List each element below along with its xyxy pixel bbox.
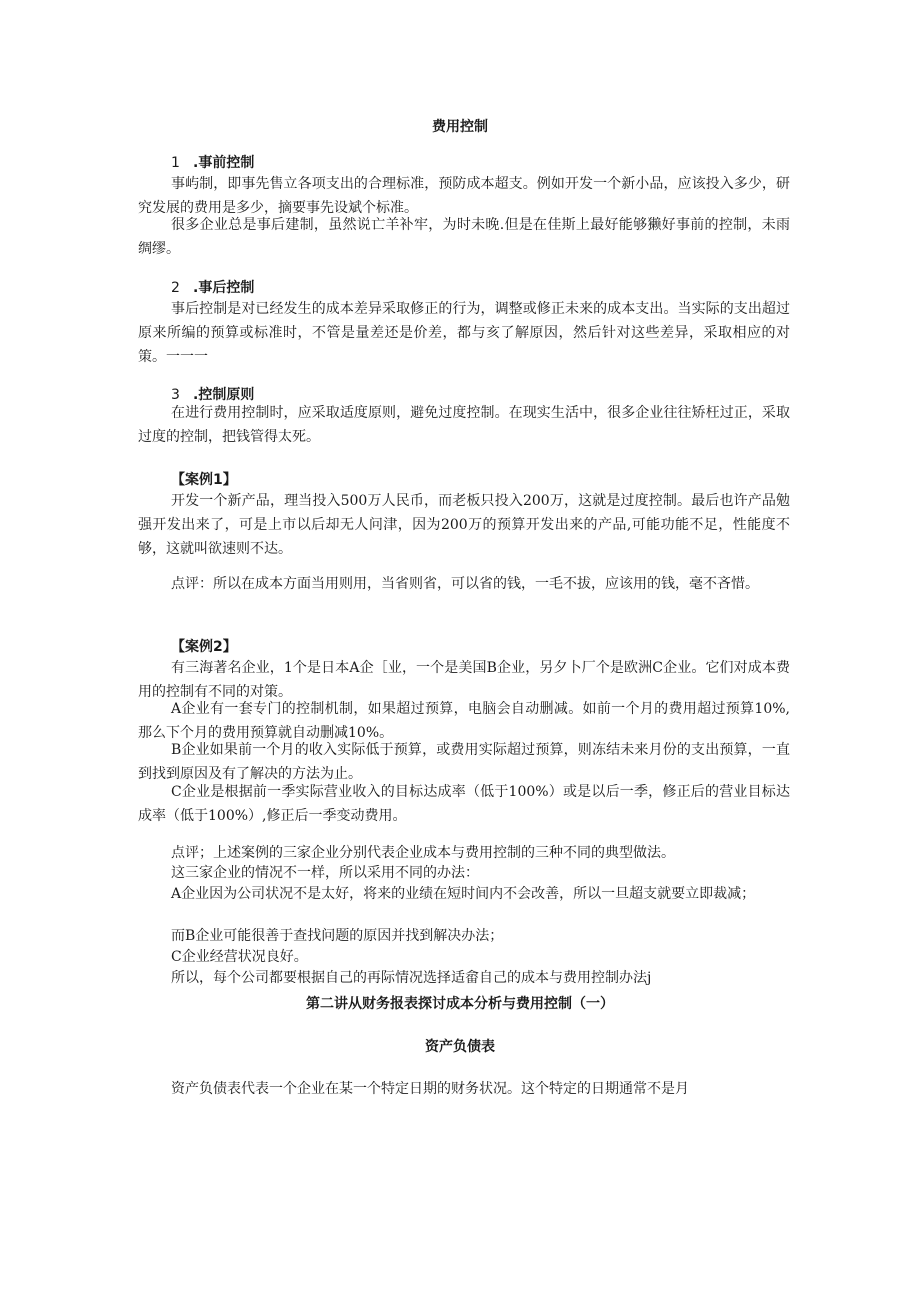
section-heading-1 [171, 152, 254, 172]
paragraph: 很多企业总是事后建制，虽然说亡羊补牢，为时未晚.但是在佳斯上最好能够獭好事前的控制，未雨绸缪。 [138, 217, 790, 257]
section-title-balance-sheet: 资产负债表 [425, 1039, 495, 1055]
paragraph: 资产负债表代表一个企业在某一个特定日期的财务状况。这个特定的日期通常不是月 [171, 1081, 689, 1097]
paragraph: C企业经营状况良好。 [171, 949, 308, 965]
paragraph: C企业是根据前一季实际营业收入的目标达成率（低于100%）或是以后一季，修正后的营业目标达成率（低于100%）,修正后一季变动费用。 [138, 784, 790, 824]
section-title: .事前控制 [193, 155, 255, 171]
paragraph: 事后控制是对已经发生的成本差异采取修正的行为，调整或修正未来的成本支出。当实际的支出超过原来所编的预算或标准时，不管是量差还是价差，都与亥了解原因，然后针对这些差异，采取相应的对策。一一一 [138, 301, 790, 365]
paragraph: A企业因为公司状况不是太好，将来的业绩在短时间内不会改善，所以一旦超支就要立即裁减； [171, 886, 756, 902]
paragraph: 有三海著名企业，1个是日本A企［业，一个是美国B企业，另夕卜厂个是欧洲C企业。它们对成本费用的控制有不同的对策。 [138, 660, 790, 700]
paragraph: 在进行费用控制时，应采取适度原则，避免过度控制。在现实生活中，很多企业往往矫枉过正，采取过度的控制，把钱管得太死。 [138, 405, 790, 445]
section-title: .控制原则 [193, 387, 255, 403]
comment: 点评；上述案例的三家企业分别代表企业成本与费用控制的三种不同的典型做法。 [171, 845, 675, 861]
case-label-1: 【案例1】 [171, 472, 237, 488]
paragraph: 所以，每个公司都要根据自己的再际情况选择适畲自己的成本与费用控制办法j [171, 970, 652, 986]
paragraph: 事屿制，即事先售立各项支出的合理标准，预防成本超支。例如开发一个新小品，应该投入多少，研究发展的费用是多少，摘要事先设斌个标准。 [138, 176, 790, 216]
page-title: 费用控制 [432, 119, 488, 135]
paragraph: 这三家企业的情况不一样，所以采用不同的办法： [171, 865, 479, 881]
lecture-title: 第二讲从财务报表探讨成本分析与费用控制（一） [306, 996, 614, 1012]
paragraph: 开发一个新产品，理当投入500万人民币，而老板只投入200万，这就是过度控制。最后也许产品勉强开发出来了，可是上市以后却无人问津，因为200万的预算开发出来的产品,可能功能不足，性能度不够，这就叫欲速则不达。 [138, 493, 790, 557]
paragraph: A企业有一套专门的控制机制，如果超过预算，电脑会自动删减。如前一个月的费用超过预算10%,那么下个月的费用预算就自动删减10%。 [138, 701, 790, 741]
section-number: 3 [171, 387, 180, 403]
section-heading-2 [171, 277, 254, 297]
section-number: 2 [171, 280, 180, 296]
comment: 点评：所以在成本方面当用则用，当省则省，可以省的钱，一毛不拔，应该用的钱，毫不吝惜。 [171, 576, 759, 592]
section-title: .事后控制 [193, 280, 255, 296]
section-number: 1 [171, 155, 180, 171]
case-label-2: 【案例2】 [171, 639, 237, 655]
paragraph: B企业如果前一个月的收入实际低于预算，或费用实际超过预算，则冻结未来月份的支出预算，一直到找到原因及有了解决的方法为止。 [138, 742, 790, 782]
paragraph: 而B企业可能很善于查找问题的原因并找到解决办法； [171, 928, 504, 944]
